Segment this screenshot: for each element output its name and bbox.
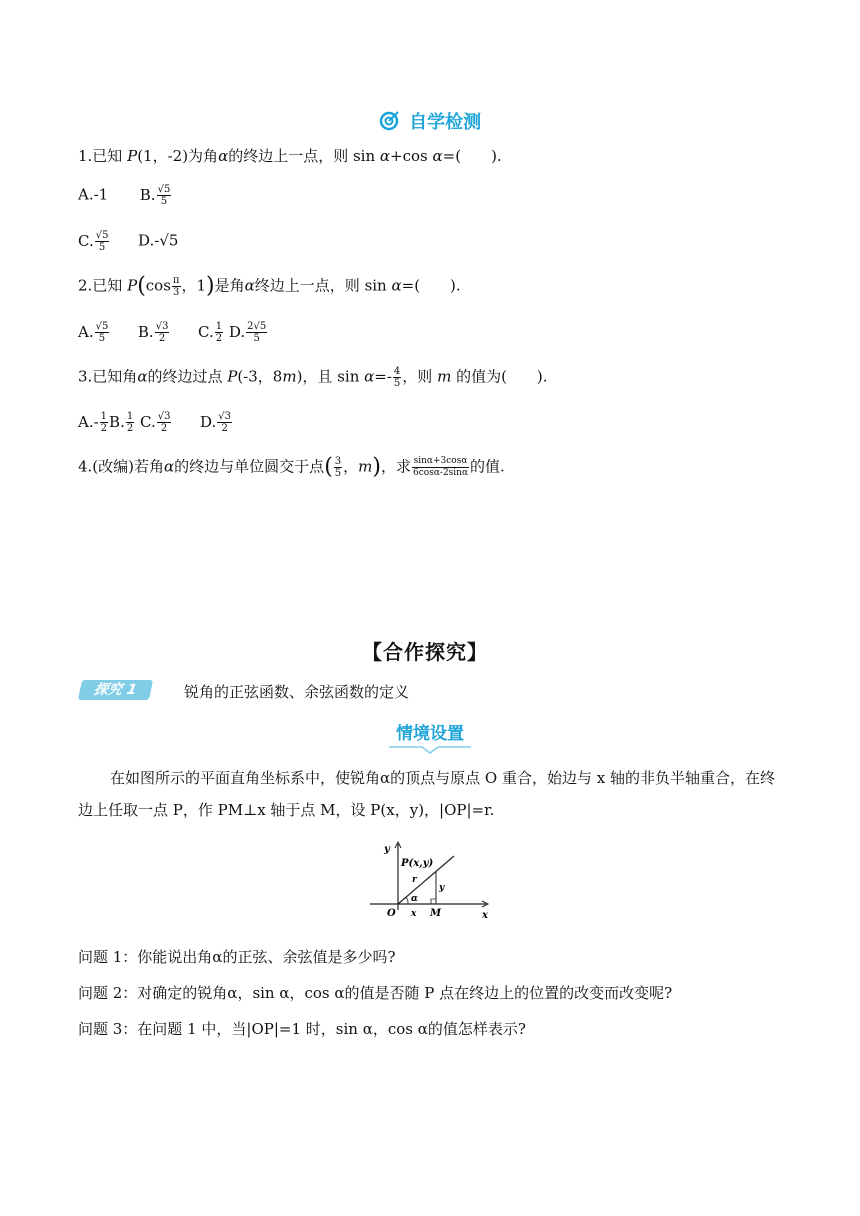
q2-option-c: C. $\frac{1}{2}$ (198, 321, 223, 344)
q3-stem: 3.已知角α的终边过点 P(-3，8m)，且 sin α=- $\frac{4}{5}$ ，则 m 的值为( ). (78, 366, 548, 389)
scenario-paragraph: 在如图所示的平面直角坐标系中，使锐角α的顶点与原点 O 重合，始边与 x 轴的非负半轴重合，在终边上任取一点 P，作 PM⊥x 轴于点 M，设 P(x，y)，|OP|=r. (78, 769, 775, 819)
q3-option-d: D. $\frac{√3}{2}$ (200, 411, 232, 434)
scenario-header (389, 719, 471, 754)
scenario-title: 情境设置 (396, 724, 464, 744)
y-axis-label: y (384, 844, 390, 855)
coordinate-figure (362, 838, 492, 920)
m-label: M (430, 908, 442, 919)
r-label: r (412, 875, 417, 885)
y-seg-label: y (439, 883, 445, 893)
q2-option-a: A. $\frac{√5}{5}$ (78, 321, 109, 344)
q4-stem: 4.(改编)若角α的终边与单位圆交于点( $\frac{3}{5}$ ，m)，求 $\frac{\sin\alpha+3\cos\alpha}{6\cos\alpha-2\sin\alpha}$ 的值. (78, 454, 505, 480)
question-1: 问题 1：你能说出角α的正弦、余弦值是多少吗? (78, 948, 396, 966)
explore-badge: 探究 1 (78, 680, 153, 700)
question-3: 问题 3：在问题 1 中，当|OP|=1 时，sin α，cos α的值怎样表示? (78, 1020, 526, 1038)
self-check-title: 自学检测 (409, 112, 482, 133)
q2-option-d: D. $\frac{2√5}{5}$ (228, 321, 267, 344)
q2-stem: 2.已知 P(cos $\frac{\pi}{3}$ ，1)是角α终边上一点，则 sin α=( ). (78, 273, 461, 299)
q3-option-c: C. $\frac{√3}{2}$ (140, 411, 171, 434)
explore-subtitle: 锐角的正弦函数、余弦函数的定义 (184, 683, 410, 701)
q1-options-row1 (78, 184, 172, 207)
x-axis-label: x (482, 910, 488, 920)
q2-options (78, 321, 268, 344)
q1-options-row2 (78, 230, 178, 253)
alpha-label: α (411, 894, 418, 904)
target-icon (378, 110, 400, 132)
x-seg-label: x (411, 909, 417, 919)
q1-option-b: B. $\frac{√5}{5}$ (139, 184, 171, 207)
q1-option-a: A.-1 (78, 185, 109, 204)
point-p-label: P(x,y) (401, 858, 434, 869)
cooperate-title: 【合作探究】 (362, 640, 488, 664)
origin-label: O (387, 908, 396, 919)
q1-stem: 1.已知 P(1，-2)为角α的终边上一点，则 sin α+cos α=( ). (78, 147, 502, 165)
q2-option-b: B. $\frac{√3}{2}$ (137, 321, 169, 344)
q3-option-b: B. $\frac{1}{2}$ (109, 411, 134, 434)
self-check-header (378, 108, 481, 134)
q1-option-c: C. $\frac{√5}{5}$ (78, 230, 109, 253)
scenario-underline (389, 744, 471, 754)
q3-option-a: A.- $\frac{1}{2}$ (78, 411, 108, 434)
question-2: 问题 2：对确定的锐角α，sin α，cos α的值是否随 P 点在终边上的位置的改变而改变呢? (78, 984, 673, 1002)
q3-options (78, 411, 233, 434)
q1-option-d: D.-√5 (138, 231, 179, 250)
